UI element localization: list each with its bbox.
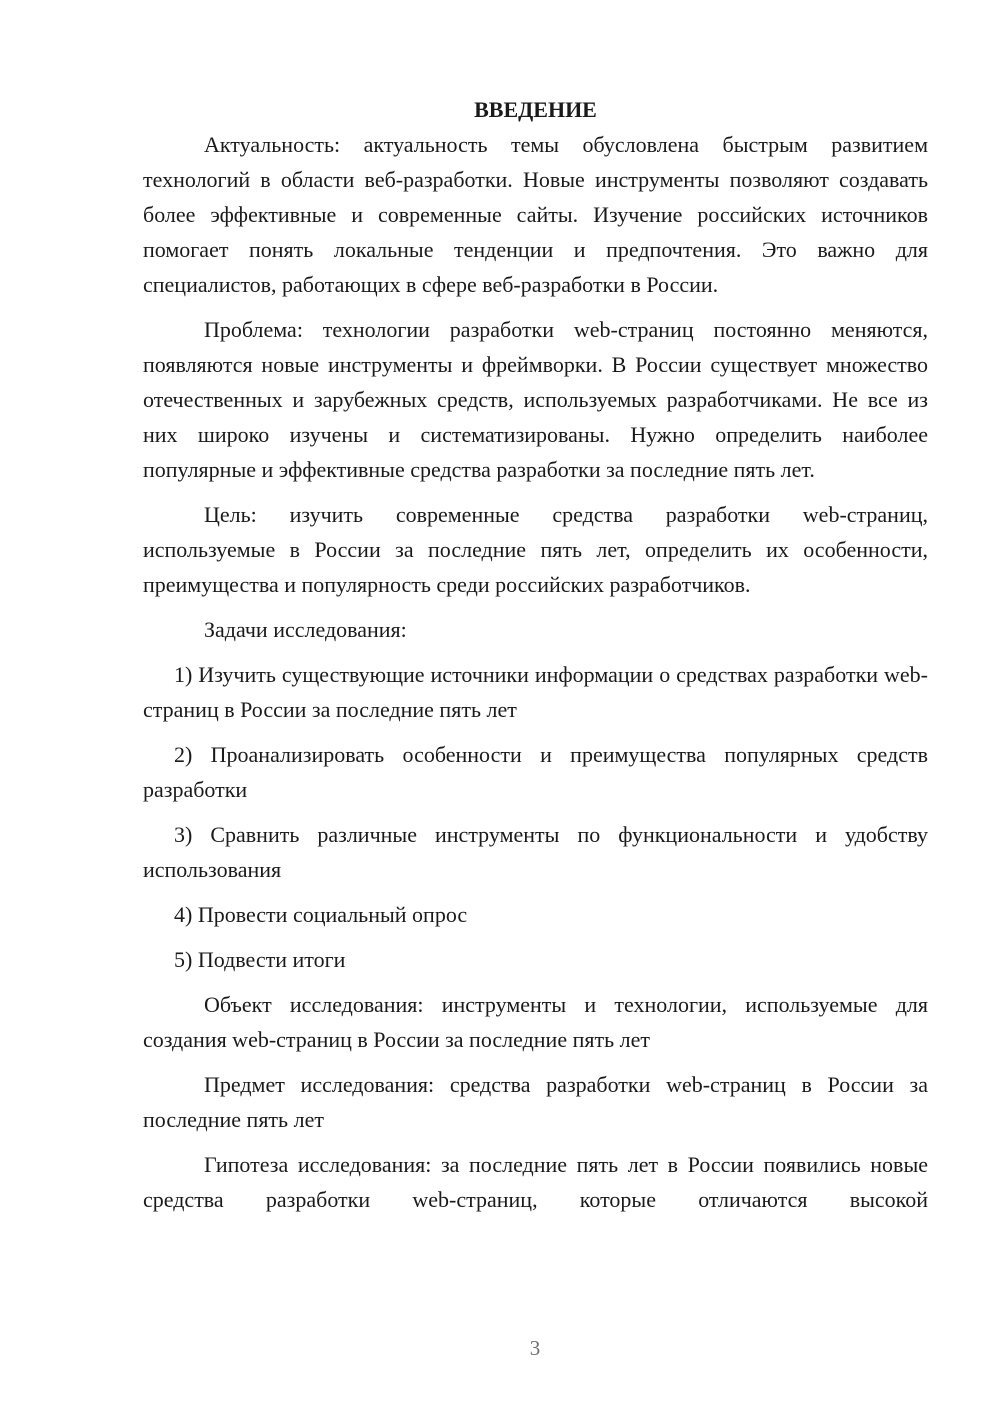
tasks-heading: Задачи исследования: bbox=[204, 617, 407, 642]
hypothesis-paragraph: Гипотеза исследования: за последние пять лет в России появились новые средства разработки web-страниц, которые отличаются высокой bbox=[143, 1152, 928, 1212]
problem-paragraph: Проблема: технологии разработки web-страниц постоянно меняются, появляются новые инструменты и фреймворки. В России существует множество отечественных и зарубежных средств, используемых разработчиками. Не все из них широко изучены и систематизированы. Нужно определить наиболее популярные и эффективные средства разработки за последние пять лет. bbox=[143, 317, 928, 482]
task-item: 1) Изучить существующие источники информации о средствах разработки web-страниц в России за последние пять лет bbox=[143, 662, 928, 722]
task-item: 2) Проанализировать особенности и преимущества популярных средств разработки bbox=[143, 742, 928, 802]
object-paragraph: Объект исследования: инструменты и технологии, используемые для создания web-страниц в России за последние пять лет bbox=[143, 992, 928, 1052]
subject-paragraph: Предмет исследования: средства разработки web-страниц в России за последние пять лет bbox=[143, 1072, 928, 1132]
page-number: 3 bbox=[529, 1336, 541, 1360]
relevance-paragraph: Актуальность: актуальность темы обусловлена быстрым развитием технологий в области веб-разработки. Новые инструменты позволяют создавать более эффективные и современные сайты. Изучение российских источников помогает понять локальные тенденции и предпочтения. Это важно для специалистов, работающих в сфере веб-разработки в России. bbox=[143, 132, 928, 297]
task-item: 3) Сравнить различные инструменты по функциональности и удобству использования bbox=[143, 822, 928, 882]
goal-paragraph: Цель: изучить современные средства разработки web-страниц, используемые в России за последние пять лет, определить их особенности, преимущества и популярность среди российских разработчиков. bbox=[143, 502, 928, 597]
section-title: ВВЕДЕНИЕ bbox=[474, 97, 597, 122]
task-item: 4) Провести социальный опрос bbox=[174, 902, 468, 927]
page-content bbox=[143, 92, 928, 1227]
task-item: 5) Подвести итоги bbox=[174, 947, 346, 972]
